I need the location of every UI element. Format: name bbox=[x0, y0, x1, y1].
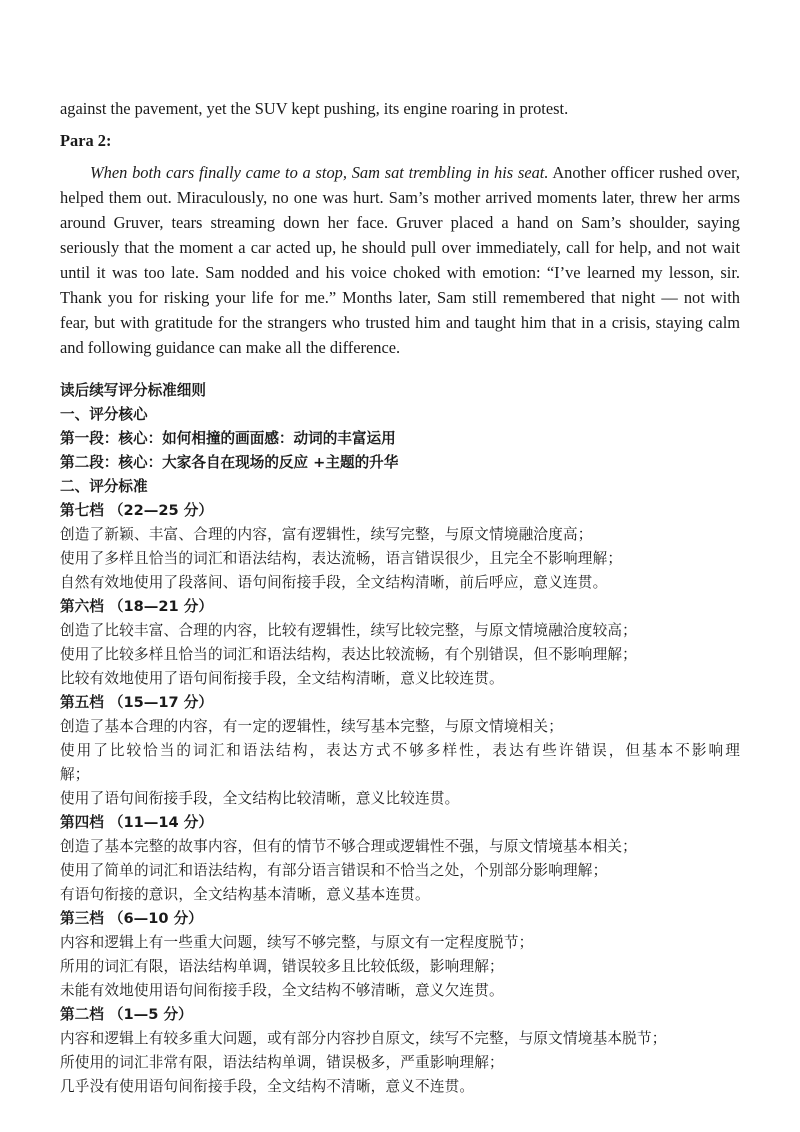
para2-line-8: and following guidance can make all the difference. bbox=[60, 338, 401, 357]
grade-5-title: 第五档 （15—17 分） bbox=[60, 694, 213, 711]
grade-3-line: 内容和逻辑上有一些重大问题，续写不够完整，与原文有一定程度脱节； bbox=[60, 934, 534, 951]
para2-line-1-rest: Another officer rushed over, bbox=[548, 163, 740, 182]
grade-5-line: 解； bbox=[60, 766, 90, 783]
grade-4-line: 创造了基本完整的故事内容，但有的情节不够合理或逻辑性不强，与原文情境基本相关； bbox=[60, 838, 637, 855]
grade-6-line: 使用了比较多样且恰当的词汇和语法结构，表达比较流畅，有个别错误，但不影响理解； bbox=[60, 646, 637, 663]
rubric-title: 读后续写评分标准细则 bbox=[60, 382, 206, 399]
grade-7-title: 第七档 （22—25 分） bbox=[60, 502, 213, 519]
grade-3-line: 未能有效地使用语句间衔接手段，全文结构不够清晰，意义欠连贯。 bbox=[60, 982, 504, 999]
para2-line-4: seriously that the moment a car acted up, he should pull over immediately, call for help, and not wait bbox=[60, 238, 740, 257]
section-1-heading: 一、评分核心 bbox=[60, 406, 148, 423]
grade-3-line: 所用的词汇有限，语法结构单调，错误较多且比较低级，影响理解； bbox=[60, 958, 504, 975]
para2-line-3: around Gruver, tears streaming down her face. Gruver placed a hand on Sam’s shoulder, saying bbox=[60, 213, 740, 232]
story-top-line: against the pavement, yet the SUV kept pushing, its engine roaring in protest. bbox=[60, 99, 569, 118]
grade-2-line: 内容和逻辑上有较多重大问题，或有部分内容抄自原文，续写不完整，与原文情境基本脱节； bbox=[60, 1030, 667, 1047]
grade-6-line: 创造了比较丰富、合理的内容，比较有逻辑性，续写比较完整，与原文情境融洽度较高； bbox=[60, 622, 637, 639]
grade-4-line: 有语句衔接的意识，全文结构基本清晰，意义基本连贯。 bbox=[60, 886, 430, 903]
grade-2-title: 第二档 （1—5 分） bbox=[60, 1006, 193, 1023]
para2-line-2: helped them out. Miraculously, no one was hurt. Sam’s mother arrived moments later, threw her arms bbox=[60, 188, 740, 207]
grade-7-line: 创造了新颖、丰富、合理的内容，富有逻辑性，续写完整，与原文情境融洽度高； bbox=[60, 526, 593, 543]
para2-italic-opening: When both cars finally came to a stop, Sam sat trembling in his seat. bbox=[90, 163, 549, 182]
core-paragraph-2: 第二段：核心：大家各自在现场的反应 +主题的升华 bbox=[60, 454, 399, 471]
grade-7-line: 使用了多样且恰当的词汇和语法结构，表达流畅，语言错误很少，且完全不影响理解； bbox=[60, 550, 623, 567]
para2-line-5: until it was too late. Sam nodded and his voice choked with emotion: “I’ve learned my lesson, sir. bbox=[60, 263, 740, 282]
section-2-heading: 二、评分标准 bbox=[60, 478, 148, 495]
grade-7-line: 自然有效地使用了段落间、语句间衔接手段，全文结构清晰，前后呼应，意义连贯。 bbox=[60, 574, 608, 591]
grade-5-line: 使用了比较恰当的词汇和语法结构，表达方式不够多样性，表达有些许错误，但基本不影响理 bbox=[60, 742, 740, 759]
grade-5-line: 创造了基本合理的内容，有一定的逻辑性，续写基本完整，与原文情境相关； bbox=[60, 718, 563, 735]
grade-2-line: 几乎没有使用语句间衔接手段，全文结构不清晰，意义不连贯。 bbox=[60, 1078, 475, 1095]
para2-heading: Para 2: bbox=[60, 131, 112, 150]
para2-line-6: Thank you for risking your life for me.” Months later, Sam still remembered that night — not with bbox=[60, 288, 740, 307]
grade-6-line: 比较有效地使用了语句间衔接手段，全文结构清晰，意义比较连贯。 bbox=[60, 670, 504, 687]
grade-2-line: 所使用的词汇非常有限，语法结构单调，错误极多，严重影响理解； bbox=[60, 1054, 504, 1071]
grade-3-title: 第三档 （6—10 分） bbox=[60, 910, 203, 927]
para2-line-1 bbox=[60, 163, 740, 183]
grade-4-title: 第四档 （11—14 分） bbox=[60, 814, 213, 831]
grade-4-line: 使用了简单的词汇和语法结构，有部分语言错误和不恰当之处，个别部分影响理解； bbox=[60, 862, 608, 879]
grade-5-line: 使用了语句间衔接手段，全文结构比较清晰，意义比较连贯。 bbox=[60, 790, 460, 807]
grade-6-title: 第六档 （18—21 分） bbox=[60, 598, 213, 615]
core-paragraph-1: 第一段：核心：如何相撞的画面感：动词的丰富运用 bbox=[60, 430, 396, 447]
para2-line-7: fear, but with gratitude for the strangers who trusted him and taught him that in a crisis, staying calm bbox=[60, 313, 740, 332]
